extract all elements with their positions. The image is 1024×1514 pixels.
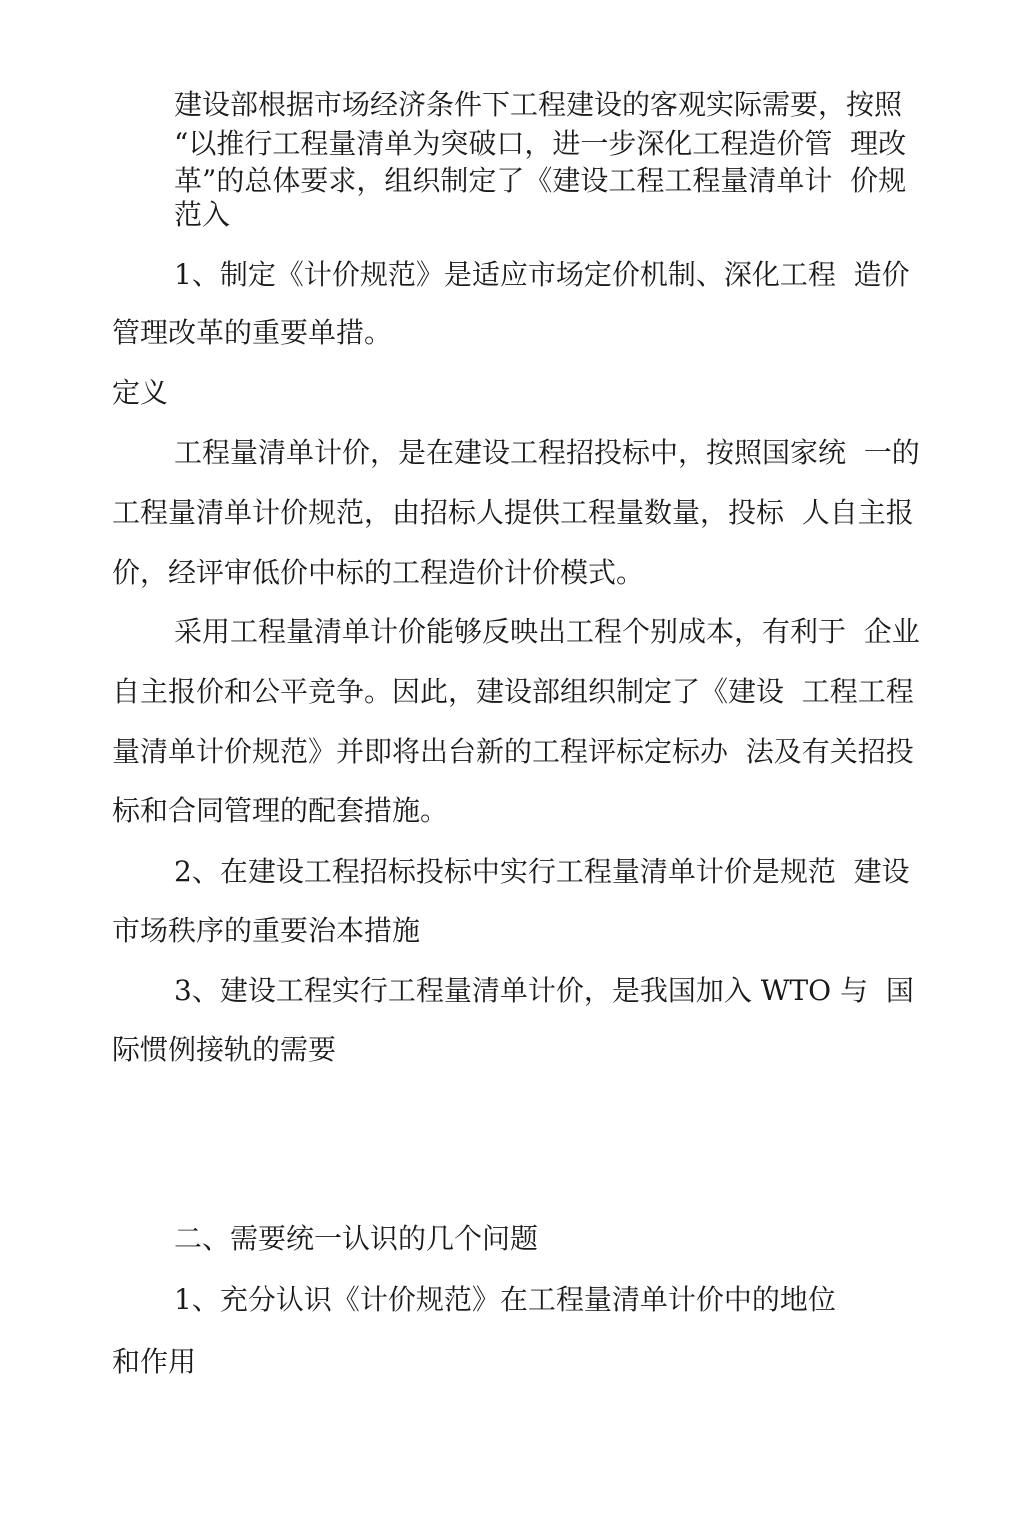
intro-line-4: 范入: [174, 198, 231, 231]
definition-line-2: 工程量清单计价规范，由招标人提供工程量数量，投标 人自主报: [112, 496, 914, 529]
adoption-line-3: 量清单计价规范》并即将出台新的工程评标定标办 法及有关招投: [112, 735, 914, 768]
intro-line-1: 建设部根据市场经济条件下工程建设的客观实际需要，按照: [174, 88, 903, 121]
definition-heading: 定义: [112, 376, 169, 409]
adoption-line-2: 自主报价和公平竞争。因此，建设部组织制定了《建设 工程工程: [112, 675, 914, 708]
point-3-line-2: 际惯例接轨的需要: [112, 1033, 337, 1066]
adoption-line-4: 标和合同管理的配套措施。: [112, 794, 449, 827]
section-2-heading: 二、需要统一认识的几个问题: [174, 1222, 539, 1255]
adoption-line-1: 采用工程量清单计价能够反映出工程个别成本，有利于 企业: [174, 615, 920, 648]
point-3-line-1: 3、建设工程实行工程量清单计价，是我国加入 WTO 与 国: [174, 974, 914, 1007]
intro-line-2: “以推行工程量清单为突破口，进一步深化工程造价管 理改: [174, 127, 907, 160]
definition-line-1: 工程量清单计价，是在建设工程招投标中，按照国家统 一的: [174, 436, 920, 469]
intro-line-3: 革”的总体要求，组织制定了《建设工程工程量清单计 价规: [174, 164, 907, 197]
point-1-line-2: 管理改革的重要单措。: [112, 316, 393, 349]
point-2-line-1: 2、在建设工程招标投标中实行工程量清单计价是规范 建设: [174, 855, 910, 888]
definition-line-3: 价，经评审低价中标的工程造价计价模式。: [112, 556, 645, 589]
section-2-item-1-line-1: 1、充分认识《计价规范》在工程量清单计价中的地位: [174, 1283, 836, 1316]
section-2-item-1-line-2: 和作用: [112, 1345, 197, 1378]
point-1-line-1: 1、制定《计价规范》是适应市场定价机制、深化工程 造价: [174, 258, 910, 291]
point-2-line-2: 市场秩序的重要治本措施: [112, 914, 421, 947]
